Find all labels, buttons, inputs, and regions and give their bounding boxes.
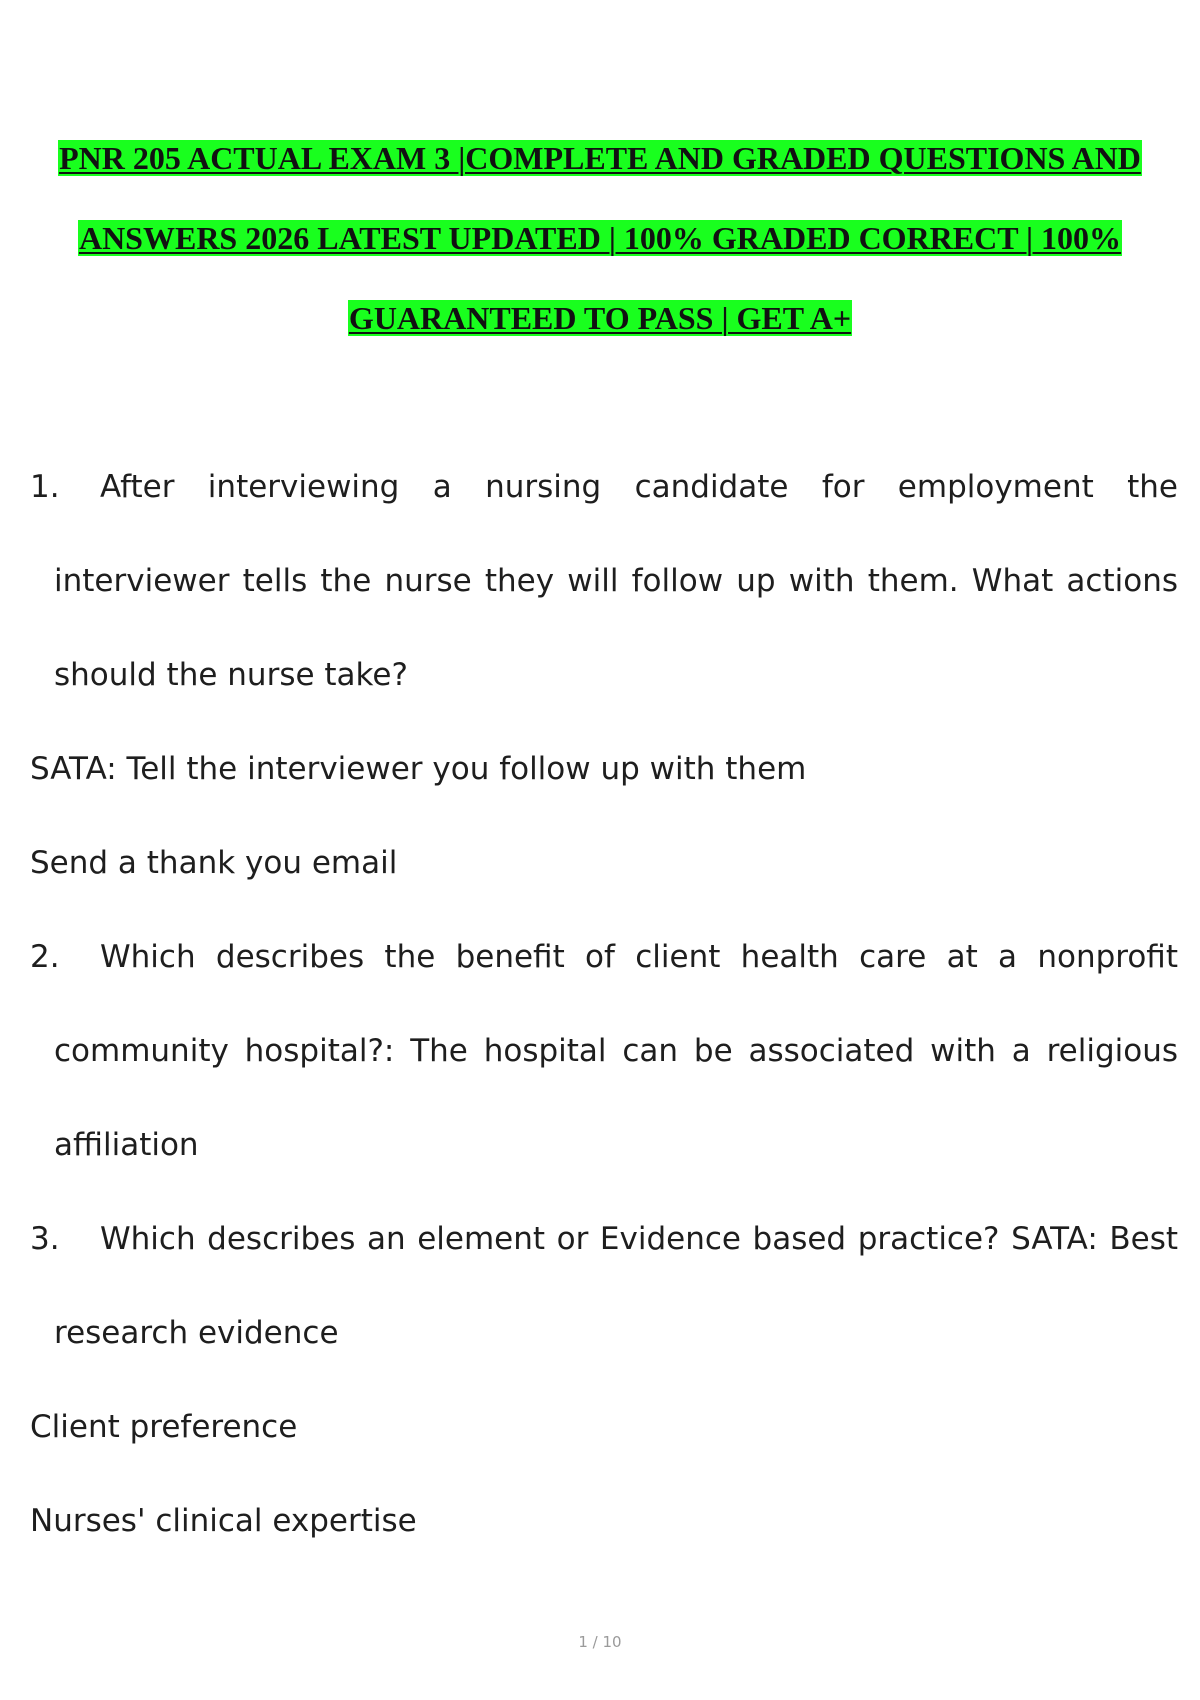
question-list: [30, 440, 1178, 1568]
title-line-2: ANSWERS 2026 LATEST UPDATED | 100% GRADED CORRECT | 100%: [78, 220, 1122, 256]
question-2: [30, 910, 1178, 1192]
question-number: 2.: [30, 939, 60, 975]
answer-3b: Nurses' clinical expertise: [30, 1503, 417, 1539]
title-line-1: PNR 205 ACTUAL EXAM 3 |COMPLETE AND GRADED QUESTIONS AND: [59, 140, 1141, 176]
page-indicator: 1 / 10: [578, 1633, 622, 1651]
question-number: 1.: [30, 469, 60, 505]
question-text: Which describes the benefit of client health care at a nonprofit community hospital?: The hospital can be associated with a religious affiliation: [54, 939, 1178, 1163]
question-3: [30, 1192, 1178, 1380]
answer-3a: Client preference: [30, 1409, 298, 1445]
question-1: [30, 440, 1178, 722]
question-text: After interviewing a nursing candidate for employment the interviewer tells the nurse they will follow up with them. What actions should the nurse take?: [54, 469, 1178, 693]
question-text: Which describes an element or Evidence based practice? SATA: Best research evidence: [54, 1221, 1178, 1351]
question-number: 3.: [30, 1221, 60, 1257]
answer-1b: Send a thank you email: [30, 845, 398, 881]
document-title: [40, 118, 1160, 358]
title-line-3: GUARANTEED TO PASS | GET A+: [348, 300, 852, 336]
answer-1a: SATA: Tell the interviewer you follow up with them: [30, 751, 807, 787]
